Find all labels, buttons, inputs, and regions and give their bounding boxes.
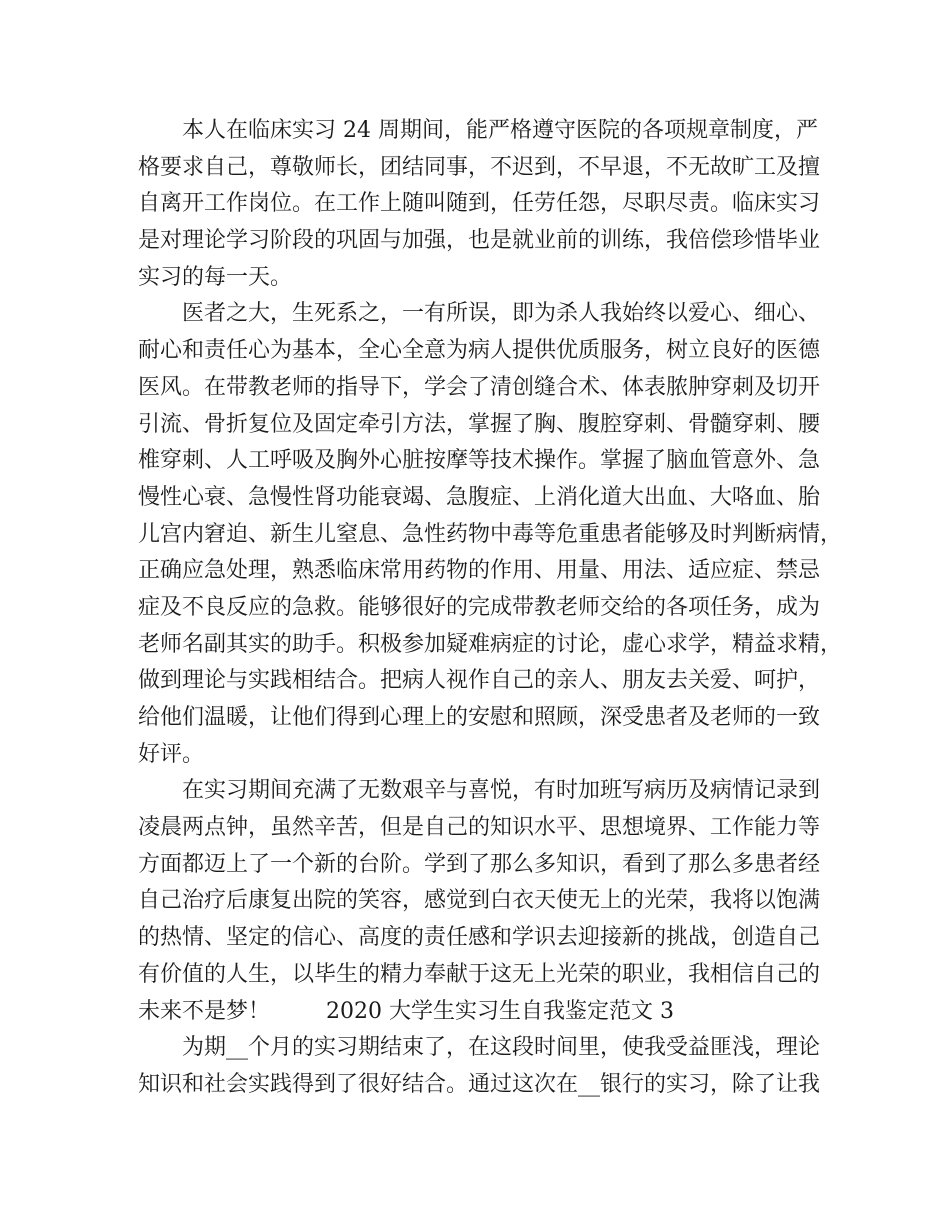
paragraph-line: 引流、骨折复位及固定牵引方法，掌握了胸、腹腔穿刺、骨髓穿刺、腰	[138, 411, 821, 437]
paragraph-line: 好评。	[138, 741, 205, 767]
paragraph-line: 自己治疗后康复出院的笑容，感觉到白衣天使无上的光荣，我将以饱满	[138, 888, 821, 914]
paragraph-line: 知识和社会实践得到了很好结合。通过这次在__银行的实习，除了让我	[138, 1071, 821, 1097]
paragraph-line: 正确应急处理，熟悉临床常用药物的作用、用量、用法、适应症、禁忌	[138, 558, 821, 584]
section-heading: 2020 大学生实习生自我鉴定范文 3	[326, 998, 674, 1024]
paragraph-line: 儿宫内窘迫、新生儿窒息、急性药物中毒等危重患者能够及时判断病情，	[138, 521, 843, 547]
paragraph-line: 慢性心衰、急慢性肾功能衰竭、急腹症、上消化道大出血、大咯血、胎	[138, 484, 821, 510]
paragraph-line: 症及不良反应的急救。能够很好的完成带教老师交给的各项任务，成为	[138, 594, 821, 620]
paragraph-line: 医风。在带教老师的指导下，学会了清创缝合术、体表脓肿穿刺及切开	[138, 374, 821, 400]
paragraph-line: 凌晨两点钟，虽然辛苦，但是自己的知识水平、思想境界、工作能力等	[138, 815, 821, 841]
paragraph-line: 耐心和责任心为基本，全心全意为病人提供优质服务，树立良好的医德	[138, 338, 821, 364]
paragraph-line: 方面都迈上了一个新的台阶。学到了那么多知识，看到了那么多患者经	[138, 851, 821, 877]
paragraph-line: 是对理论学习阶段的巩固与加强，也是就业前的训练，我倍偿珍惜毕业	[138, 228, 821, 254]
paragraph-line: 给他们温暖，让他们得到心理上的安慰和照顾，深受患者及老师的一致	[138, 705, 821, 730]
paragraph-line: 老师名副其实的助手。积极参加疑难病症的讨论，虚心求学，精益求精，	[138, 631, 843, 657]
paragraph-line: 在实习期间充满了无数艰辛与喜悦，有时加班写病历及病情记录到	[182, 778, 821, 804]
paragraph-line: 自离开工作岗位。在工作上随叫随到，任劳任怨，尽职尽责。临床实习	[138, 191, 821, 217]
paragraph-line: 格要求自己，尊敬师长，团结同事，不迟到，不早退，不无故旷工及擅	[138, 154, 821, 180]
paragraph-line: 为期__个月的实习期结束了，在这段时间里，使我受益匪浅，理论	[182, 1035, 821, 1061]
document-body	[138, 113, 843, 1104]
paragraph-line: 椎穿刺、人工呼吸及胸外心脏按摩等技术操作。掌握了脑血管意外、急	[138, 448, 821, 474]
paragraph-line: 做到理论与实践相结合。把病人视作自己的亲人、朋友去关爱、呵护，	[138, 668, 821, 694]
paragraph-line: 的热情、坚定的信心、高度的责任感和学识去迎接新的挑战，创造自己	[138, 925, 821, 951]
paragraph-line	[138, 994, 818, 1031]
paragraph-line: 本人在临床实习 24 周期间，能严格遵守医院的各项规章制度，严	[182, 118, 818, 143]
paragraph-line: 医者之大，生死系之，一有所误，即为杀人我始终以爱心、细心、	[182, 301, 821, 327]
paragraph-line: 实习的每一天。	[138, 264, 293, 290]
paragraph-closing-text: 未来不是梦！	[138, 998, 271, 1024]
paragraph-line: 有价值的人生，以毕生的精力奉献于这无上光荣的职业，我相信自己的	[138, 961, 821, 987]
